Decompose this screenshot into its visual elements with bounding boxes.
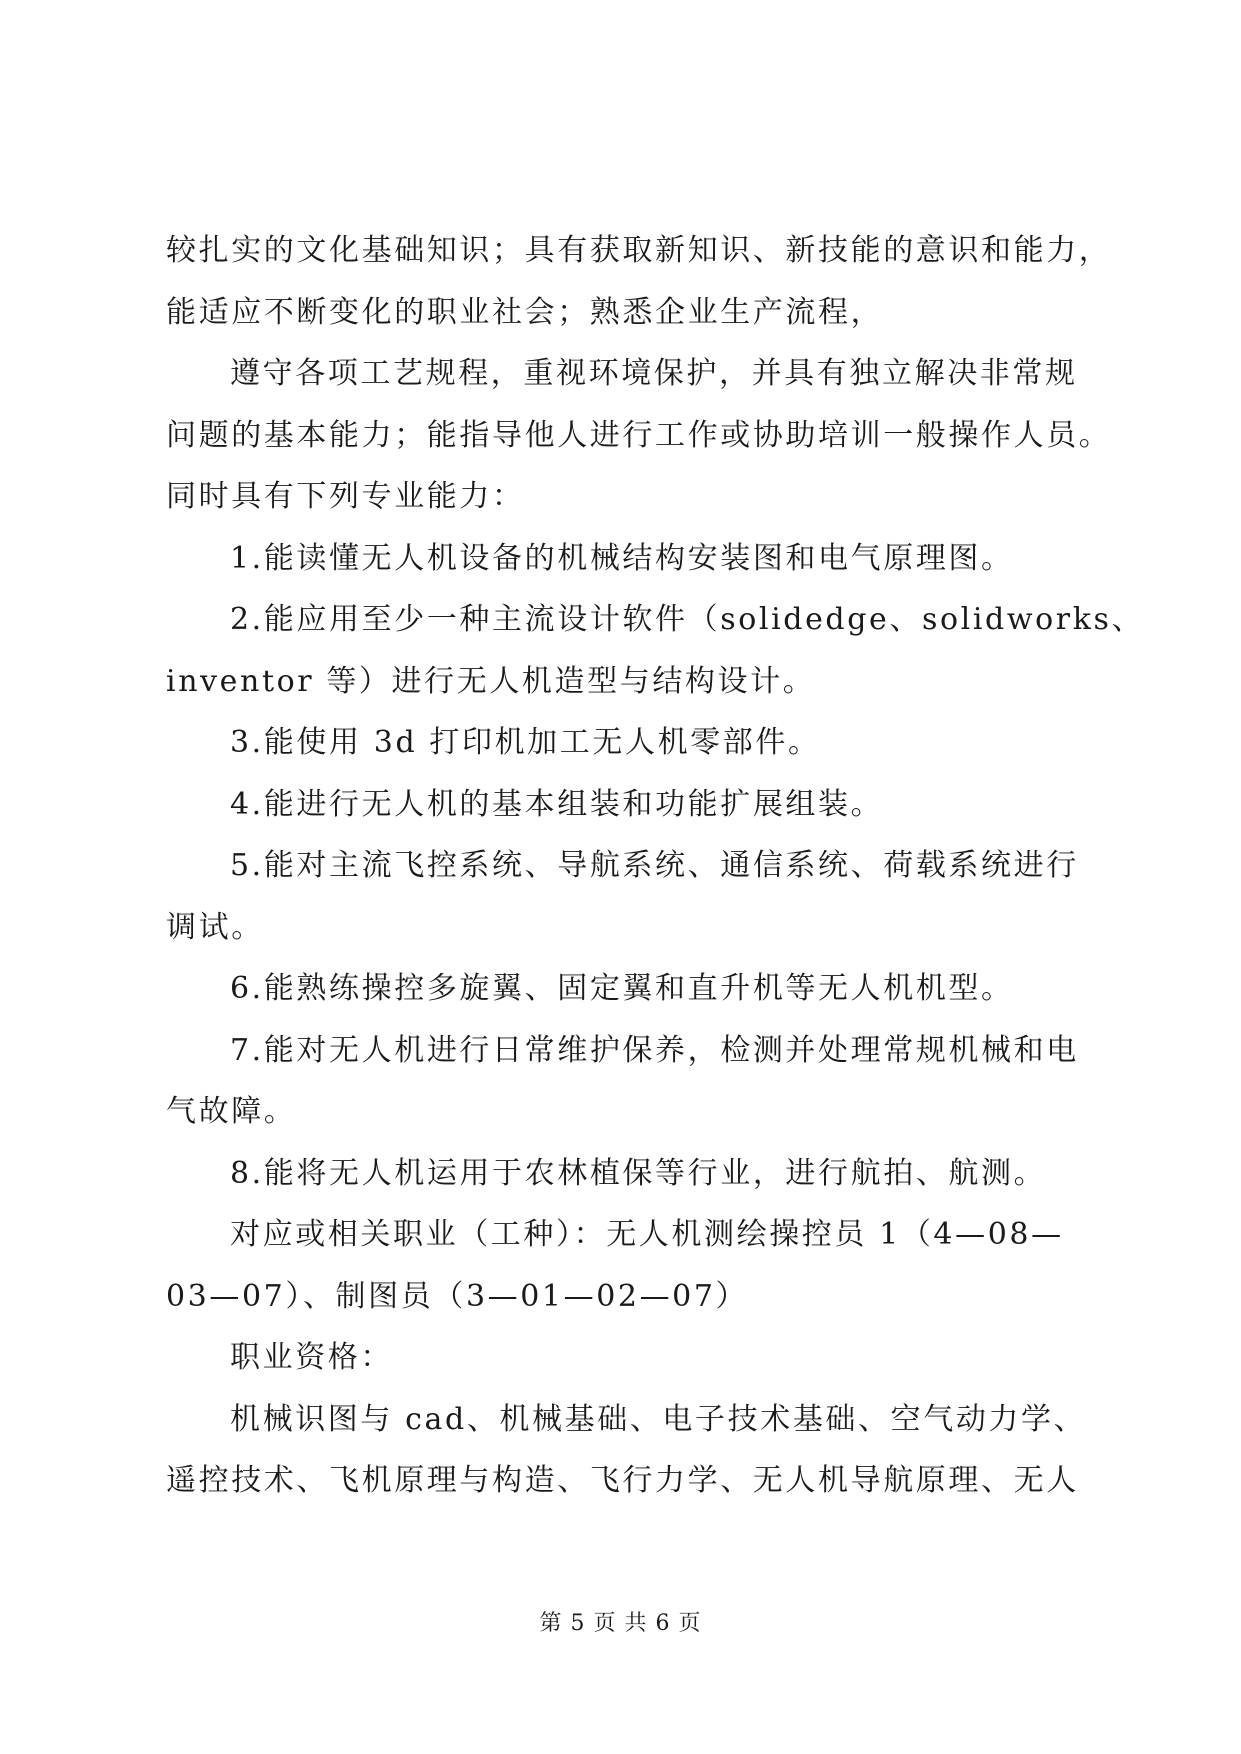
text-line: 问题的基本能力；能指导他人进行工作或协助培训一般操作人员。: [166, 417, 1112, 453]
list-item: 7.能对无人机进行日常维护保养，检测并处理常规机械和电: [230, 1032, 1079, 1068]
text-line: 同时具有下列专业能力：: [166, 479, 525, 514]
text-line: 较扎实的文化基础知识；具有获取新知识、新技能的意识和能力，: [166, 233, 1112, 268]
paragraph-line: 遵守各项工艺规程，重视环境保护，并具有独立解决非常规: [230, 356, 1078, 391]
text-line: 能适应不断变化的职业社会；熟悉企业生产流程，: [166, 294, 884, 330]
text-line: 遥控技术、飞机原理与构造、飞行力学、无人机导航原理、无人: [166, 1463, 1079, 1498]
list-item-continuation: 气故障。: [166, 1094, 297, 1129]
list-item: 8.能将无人机运用于农林植保等行业，进行航拍、航测。: [230, 1155, 1047, 1191]
list-item: 1.能读懂无人机设备的机械结构安装图和电气原理图。: [230, 540, 1014, 576]
list-item: 4.能进行无人机的基本组装和功能扩展组装。: [230, 786, 884, 822]
list-item-continuation: 调试。: [166, 909, 264, 945]
list-item: 5.能对主流飞控系统、导航系统、通信系统、荷载系统进行: [230, 848, 1079, 883]
text-line: 03—07）、制图员（3—01—02—07）: [166, 1278, 749, 1314]
list-item: 6.能熟练操控多旋翼、固定翼和直升机等无人机机型。: [230, 971, 1014, 1006]
page-number-footer: 第 5 页 共 6 页: [539, 1611, 702, 1636]
list-item-continuation: inventor 等）进行无人机造型与结构设计。: [166, 663, 816, 699]
list-item: 2.能应用至少一种主流设计软件（solidedge、solidworks、: [230, 602, 1145, 637]
document-body: [166, 220, 1145, 1512]
paragraph-line: 对应或相关职业（工种）：无人机测绘操控员 1（4—08—: [230, 1217, 1064, 1252]
list-item: 3.能使用 3d 打印机加工无人机零部件。: [230, 725, 821, 760]
paragraph-line: 机械识图与 cad、机械基础、电子技术基础、空气动力学、: [230, 1401, 1087, 1437]
section-heading: 职业资格：: [230, 1340, 393, 1375]
